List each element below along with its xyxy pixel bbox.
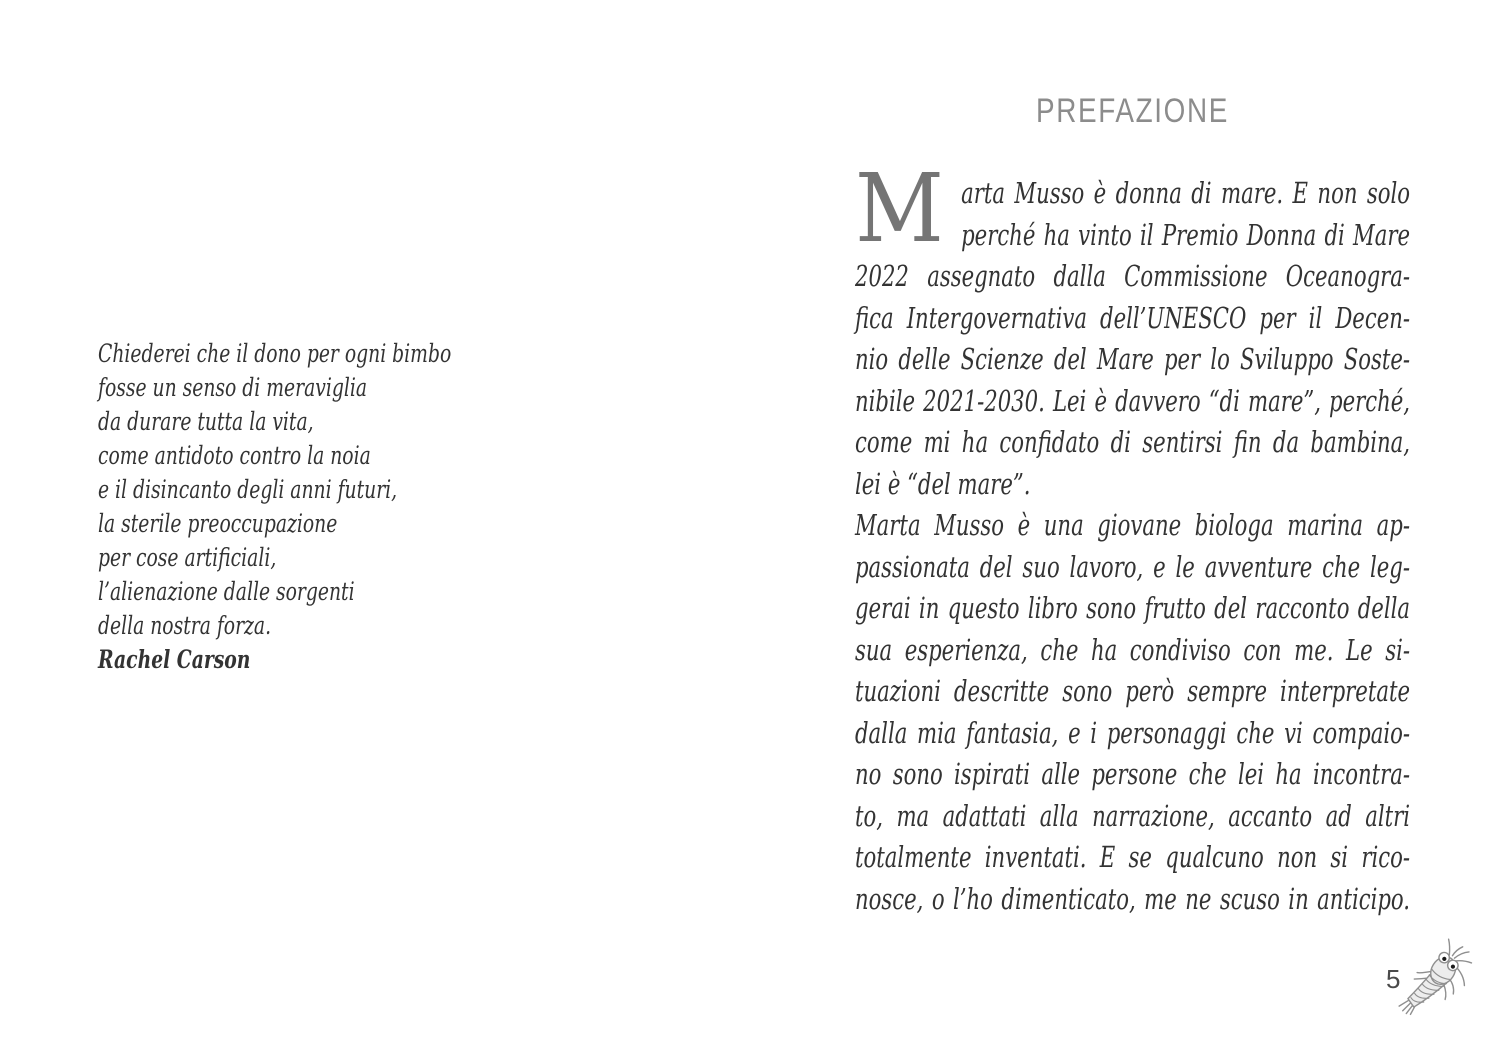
preface-line: fica Intergovernativa dell’UNESCO per il Decen- xyxy=(855,300,1411,335)
page-number: 5 xyxy=(1386,964,1401,994)
preface-line: dalla mia fantasia, e i personaggi che vi compaio- xyxy=(855,715,1411,750)
epigraph-line: fosse un senso di meraviglia xyxy=(98,373,368,402)
preface-line: tuazioni descritte sono però sempre interpretate xyxy=(855,674,1411,708)
preface-line: perché ha vinto il Premio Donna di Mare xyxy=(961,217,1411,252)
epigraph-line: della nostra forza. xyxy=(98,611,272,640)
preface-line: lei è “del mare”. xyxy=(855,466,1031,501)
epigraph-line: come antidoto contro la noia xyxy=(98,441,371,470)
preface-line: to, ma adattati alla narrazione, accanto ad altri xyxy=(855,798,1411,833)
preface-line: sua esperienza, che ha condiviso con me. Le si- xyxy=(855,632,1411,667)
epigraph-line: da durare tutta la vita, xyxy=(98,407,314,436)
epigraph-quote xyxy=(98,337,452,677)
preface-line: nosce, o l’ho dimenticato, me ne scuso in anticipo. xyxy=(855,881,1411,916)
preface-line: totalmente inventati. E se qualcuno non si rico- xyxy=(855,840,1411,874)
epigraph-line: per cose artificiali, xyxy=(98,543,277,572)
preface-line: 2022 assegnato dalla Commissione Oceanogra- xyxy=(855,259,1411,293)
preface-line: come mi ha confidato di sentirsi fin da bambina, xyxy=(855,425,1411,459)
chapter-heading: PREFAZIONE xyxy=(1035,92,1230,130)
preface-line: no sono ispirati alle persone che lei ha incontra- xyxy=(855,757,1411,791)
preface-line: gerai in questo libro sono frutto del racconto della xyxy=(855,591,1411,625)
epigraph-line: Chiederei che il dono per ogni bimbo xyxy=(98,339,452,368)
preface-line: Marta Musso è una giovane biologa marina ap- xyxy=(855,508,1411,542)
shrimp-icon xyxy=(1396,936,1476,1028)
preface-body xyxy=(855,154,1411,920)
epigraph-line: l’alienazione dalle sorgenti xyxy=(98,577,355,606)
preface-line: nio delle Scienze del Mare per lo Sviluppo Soste- xyxy=(855,342,1411,376)
epigraph-author: Rachel Carson xyxy=(98,645,251,674)
preface-line: nibile 2021-2030. Lei è davvero “di mare”, perché, xyxy=(855,383,1411,418)
preface-line: arta Musso è donna di mare. E non solo xyxy=(961,176,1411,210)
epigraph-line: la sterile preoccupazione xyxy=(98,509,338,538)
preface-line: passionata del suo lavoro, e le avventure che leg- xyxy=(855,549,1411,584)
drop-cap: M xyxy=(855,154,944,264)
epigraph-line: e il disincanto degli anni futuri, xyxy=(98,475,398,504)
